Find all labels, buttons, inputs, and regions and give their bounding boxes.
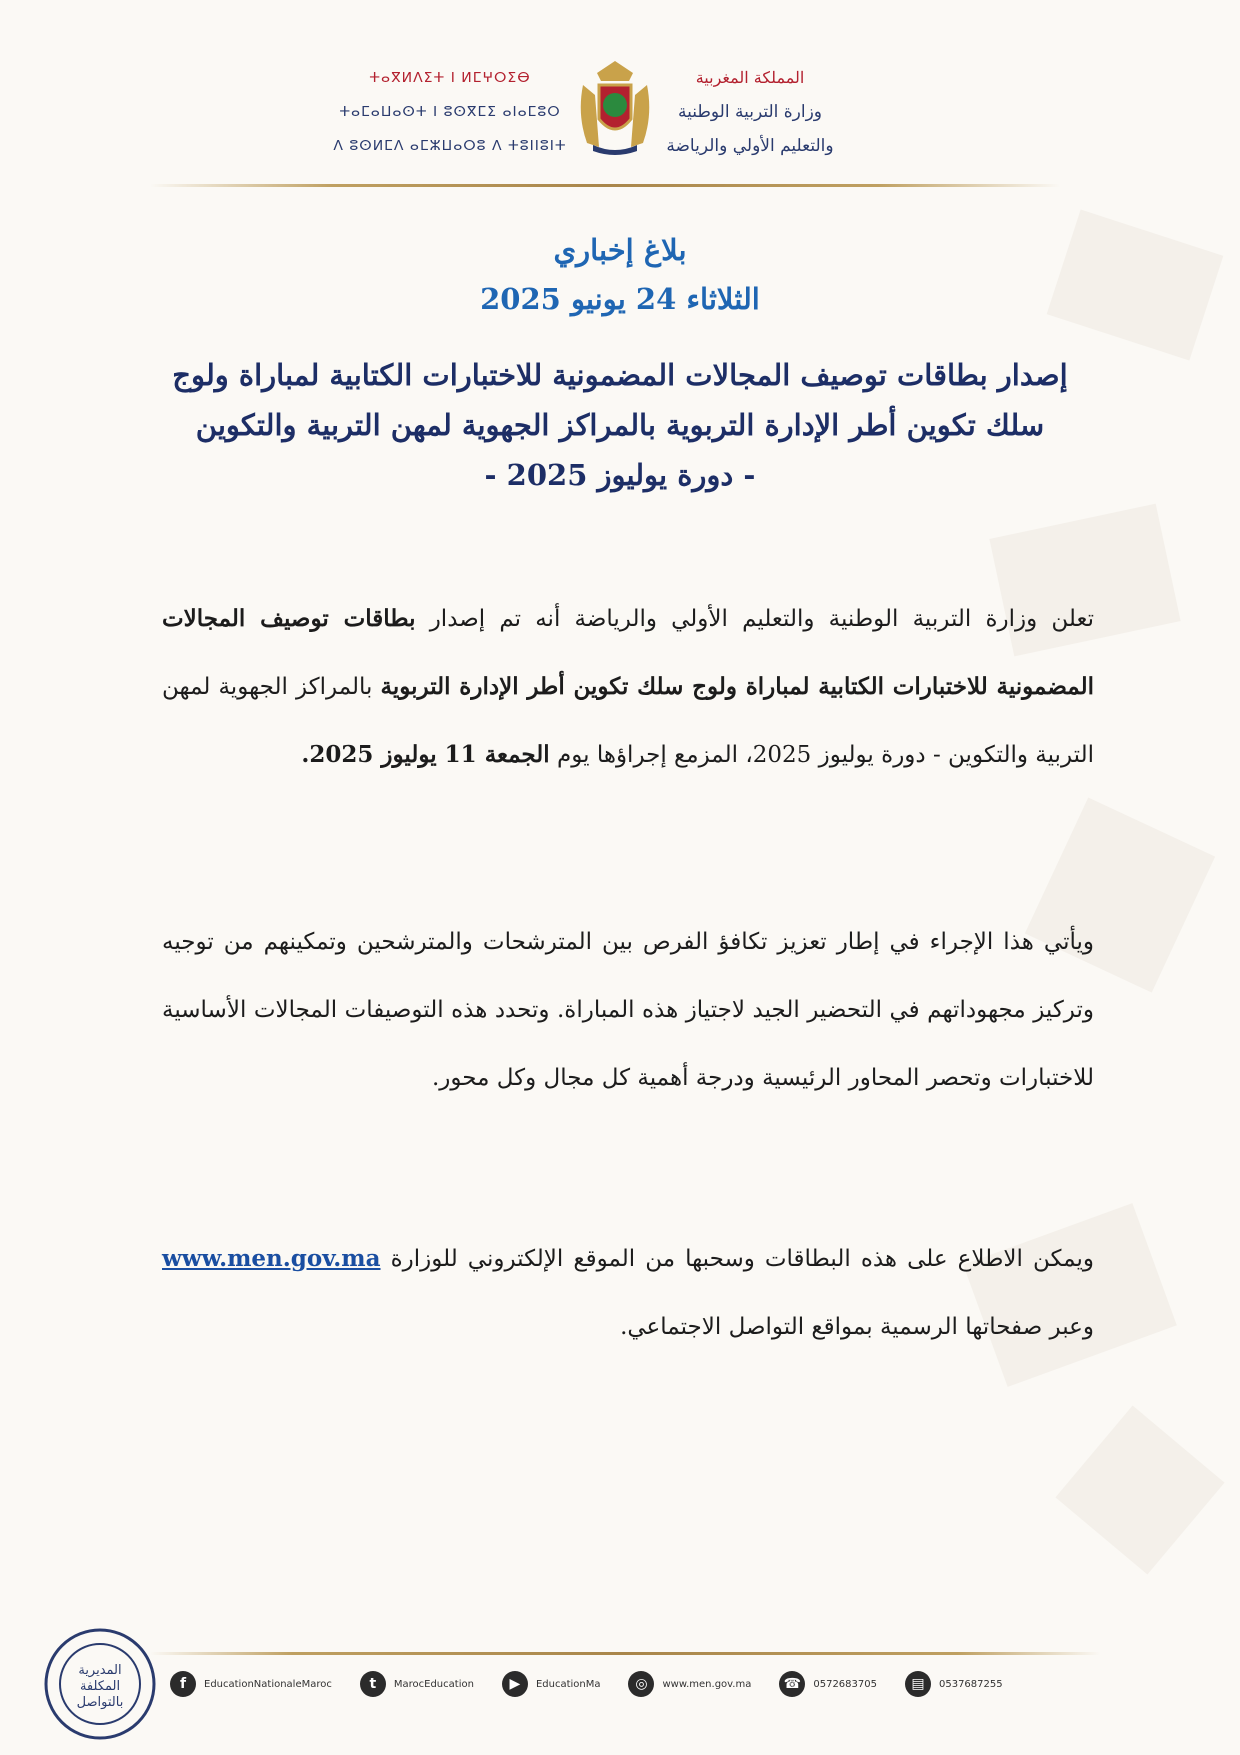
p3-outro: وعبر صفحاتها الرسمية بمواقع التواصل الاجتماعي. — [620, 1314, 1094, 1340]
tifinagh-line-2: ⵜⴰⵎⴰⵡⴰⵙⵜ ⵏ ⵓⵙⴳⵎⵉ ⴰⵏⴰⵎⵓⵔ — [339, 104, 561, 120]
paragraph-1 — [162, 585, 1094, 789]
globe-icon: ◎ — [628, 1671, 654, 1697]
paragraph-3 — [162, 1225, 1094, 1361]
arabic-letterhead — [620, 61, 880, 163]
twitter-icon: t — [360, 1671, 386, 1697]
document-type: بلاغ إخباري — [553, 233, 687, 267]
arabic-line-3: والتعليم الأولي والرياضة — [666, 136, 834, 156]
fax-icon: ▤ — [905, 1671, 931, 1697]
tifinagh-letterhead — [330, 61, 570, 163]
main-title-line-3: - دورة يوليوز 2025 - — [484, 458, 756, 492]
main-title-line-2: سلك تكوين أطر الإدارة التربوية بالمراكز الجهوية لمهن التربية والتكوين — [195, 408, 1045, 442]
footer-item-twitter[interactable] — [360, 1671, 474, 1697]
footer-contacts — [170, 1666, 1050, 1702]
document-date: الثلاثاء 24 يونيو 2025 — [480, 282, 760, 316]
twitter-label: MarocEducation — [393, 1678, 474, 1690]
phone-label: 0572683705 — [813, 1678, 877, 1690]
facebook-icon: f — [170, 1671, 196, 1697]
arabic-line-1: المملكة المغربية — [695, 68, 805, 87]
ministry-website-link[interactable]: www.men.gov.ma — [162, 1245, 381, 1272]
phone-icon: ☎ — [779, 1671, 805, 1697]
seal-text-3: بالتواصل — [76, 1695, 124, 1710]
tifinagh-line-1: ⵜⴰⴳⵍⴷⵉⵜ ⵏ ⵍⵎⵖⵔⵉⴱ — [369, 70, 531, 86]
footer-item-youtube[interactable] — [502, 1671, 601, 1697]
communication-directorate-seal-icon — [42, 1626, 158, 1742]
fax-label: 0537687255 — [938, 1678, 1003, 1690]
background-shape — [1055, 1405, 1224, 1574]
letterhead — [0, 55, 1240, 175]
facebook-label: EducationNationaleMaroc — [204, 1678, 332, 1690]
p3-intro: ويمكن الاطلاع على هذه البطاقات وسحبها من الموقع الإلكتروني للوزارة — [380, 1246, 1094, 1272]
footer-item-facebook[interactable] — [170, 1671, 332, 1697]
seal-text-1: المديرية — [78, 1663, 122, 1678]
p1-bold-date: الجمعة 11 يوليوز 2025. — [301, 741, 550, 768]
footer-divider — [150, 1652, 1100, 1655]
youtube-icon: ▶ — [502, 1671, 528, 1697]
main-title — [160, 350, 1080, 500]
website-label: www.men.gov.ma — [662, 1678, 752, 1690]
arabic-line-2: وزارة التربية الوطنية — [677, 102, 823, 122]
main-title-line-1: إصدار بطاقات توصيف المجالات المضمونية للاختبارات الكتابية لمباراة ولوج — [172, 358, 1068, 392]
p1-bold-subject: بطاقات توصيف المجالات المضمونية للاختبارات الكتابية لمباراة ولوج سلك تكوين أطر الإدارة التربوية — [162, 605, 1094, 700]
header-divider — [150, 184, 1060, 187]
seal-text-2: المكلفة — [79, 1679, 121, 1694]
tifinagh-line-3: ⴷ ⵓⵙⵍⵎⴷ ⴰⵎⵣⵡⴰⵔⵓ ⴷ ⵜⵓⵏⵏⵓⵏⵜ — [333, 138, 567, 154]
footer-item-fax[interactable] — [905, 1671, 1003, 1697]
footer-item-website[interactable] — [628, 1671, 751, 1697]
paragraph-2: ويأتي هذا الإجراء في إطار تعزيز تكافؤ الفرص بين المترشحات والمترشحين وتمكينهم من توجيه وتركيز مجهوداتهم في التحضير الجيد لاجتياز هذه المباراة. وتحدد هذه التوصيفات المجالات الأساسية للاختبارات وتحصر المحاور الرئيسية ودرجة أهمية كل مجال وكل محور. — [162, 929, 1094, 1091]
p1-intro: تعلن وزارة التربية الوطنية والتعليم الأولي والرياضة أنه تم إصدار — [415, 606, 1094, 632]
p1-middle: بالمراكز الجهوية لمهن التربية والتكوين - دورة يوليوز 2025، المزمع إجراؤها يوم — [162, 674, 1094, 768]
footer-item-phone[interactable] — [779, 1671, 877, 1697]
youtube-label: EducationMa — [535, 1678, 601, 1690]
